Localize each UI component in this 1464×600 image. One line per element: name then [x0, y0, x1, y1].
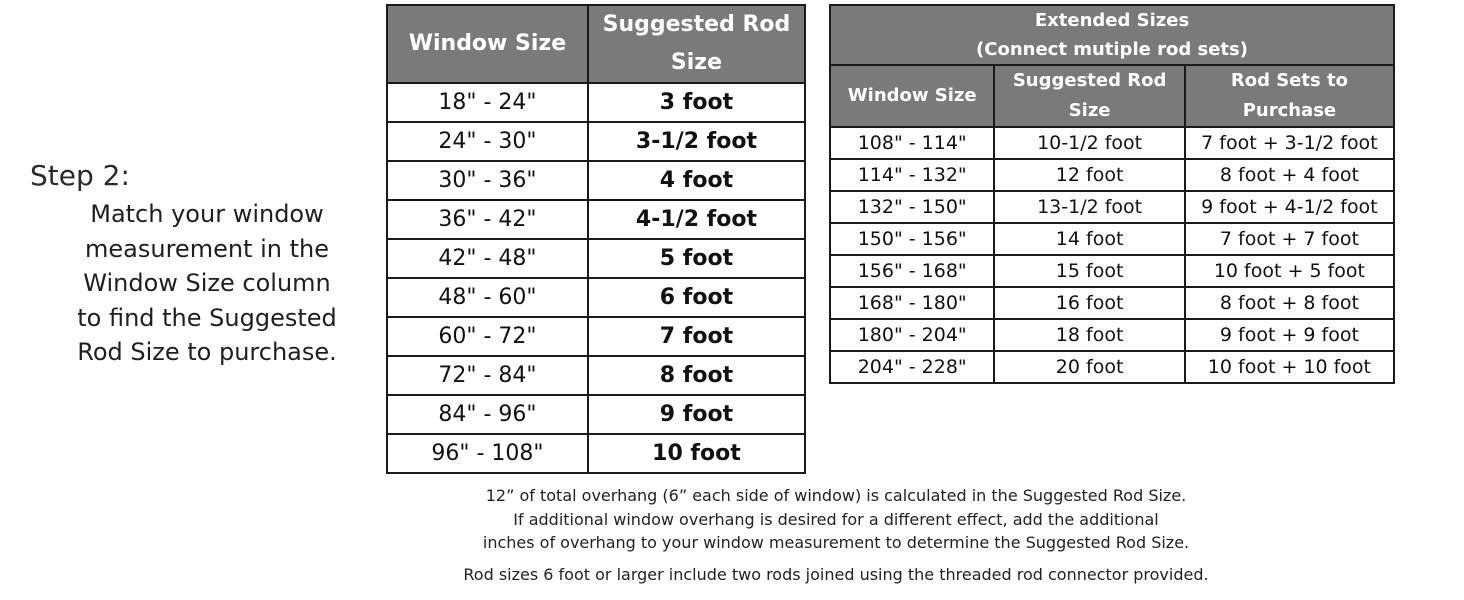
rod-size-cell: 15 foot	[994, 255, 1184, 287]
rod-size-cell: 4-1/2 foot	[588, 200, 805, 239]
table-row	[387, 161, 805, 200]
rod-size-cell: 12 foot	[994, 159, 1184, 191]
header-rod-sets: Rod Sets to Purchase	[1185, 65, 1394, 127]
rod-sets-cell: 8 foot + 4 foot	[1185, 159, 1394, 191]
window-size-cell: 114" - 132"	[830, 159, 994, 191]
table-row	[387, 200, 805, 239]
step-line: measurement in the	[85, 234, 329, 263]
extended-sizes-table	[829, 4, 1395, 384]
window-size-cell: 72" - 84"	[387, 356, 588, 395]
rod-size-cell: 8 foot	[588, 356, 805, 395]
table-row	[387, 395, 805, 434]
table-row	[830, 223, 1394, 255]
table-row	[830, 159, 1394, 191]
rod-size-cell: 9 foot	[588, 395, 805, 434]
rod-size-cell: 20 foot	[994, 351, 1184, 383]
step-description	[72, 197, 342, 370]
extended-subtitle-line: (Connect mutiple rod sets)	[976, 39, 1248, 60]
rod-size-cell: 5 foot	[588, 239, 805, 278]
rod-sets-cell: 9 foot + 9 foot	[1185, 319, 1394, 351]
table-row	[387, 239, 805, 278]
table-row	[387, 278, 805, 317]
step-line: Window Size column	[83, 269, 331, 297]
header-suggested-rod-size: Suggested Rod Size	[994, 65, 1184, 127]
rod-sets-cell: 9 foot + 4-1/2 foot	[1185, 191, 1394, 223]
window-size-cell: 168" - 180"	[830, 287, 994, 319]
header-suggested-rod-size: Suggested Rod Size	[588, 5, 805, 83]
window-size-cell: 84" - 96"	[387, 395, 588, 434]
rod-size-cell: 10-1/2 foot	[994, 127, 1184, 159]
rod-size-cell: 3 foot	[588, 83, 805, 122]
step-line: Match your window	[90, 200, 324, 228]
step-title: Step 2:	[30, 159, 130, 192]
rod-sets-cell: 8 foot + 8 foot	[1185, 287, 1394, 319]
table-row	[830, 319, 1394, 351]
window-size-cell: 18" - 24"	[387, 83, 588, 122]
extended-title-line: Extended Sizes	[1034, 10, 1190, 31]
extended-title-row	[830, 5, 1394, 65]
table-row	[387, 356, 805, 395]
note-line-connector: Rod sizes 6 foot or larger include two rods joined using the threaded rod connector provided.	[463, 564, 1209, 584]
window-size-cell: 30" - 36"	[387, 161, 588, 200]
window-size-cell: 108" - 114"	[830, 127, 994, 159]
rod-size-table	[386, 4, 806, 474]
window-size-cell: 156" - 168"	[830, 255, 994, 287]
rod-size-cell: 10 foot	[588, 434, 805, 473]
table-header-row	[830, 65, 1394, 127]
table-row	[387, 83, 805, 122]
rod-sets-cell: 10 foot + 5 foot	[1185, 255, 1394, 287]
rod-size-cell: 4 foot	[588, 161, 805, 200]
table-row	[830, 351, 1394, 383]
window-size-cell: 60" - 72"	[387, 317, 588, 356]
extended-sizes-title	[830, 5, 1394, 65]
rod-size-cell: 18 foot	[994, 319, 1184, 351]
rod-sets-cell: 7 foot + 3-1/2 foot	[1185, 127, 1394, 159]
window-size-cell: 36" - 42"	[387, 200, 588, 239]
rod-size-cell: 14 foot	[994, 223, 1184, 255]
table-row	[830, 287, 1394, 319]
window-size-cell: 48" - 60"	[387, 278, 588, 317]
table-row	[387, 317, 805, 356]
window-size-cell: 150" - 156"	[830, 223, 994, 255]
window-size-cell: 24" - 30"	[387, 122, 588, 161]
table-row	[830, 127, 1394, 159]
window-size-cell: 132" - 150"	[830, 191, 994, 223]
note-line: If additional window overhang is desired for a different effect, add the additional	[513, 509, 1159, 529]
window-size-cell: 204" - 228"	[830, 351, 994, 383]
rod-size-cell: 3-1/2 foot	[588, 122, 805, 161]
rod-size-cell: 6 foot	[588, 278, 805, 317]
rod-size-cell: 7 foot	[588, 317, 805, 356]
window-size-cell: 42" - 48"	[387, 239, 588, 278]
step-instructions	[30, 158, 360, 194]
window-size-cell: 180" - 204"	[830, 319, 994, 351]
table-header-row	[387, 5, 805, 83]
table-row	[830, 191, 1394, 223]
window-size-cell: 96" - 108"	[387, 434, 588, 473]
rod-size-cell: 13-1/2 foot	[994, 191, 1184, 223]
table-row	[387, 122, 805, 161]
header-window-size: Window Size	[387, 5, 588, 83]
table-row	[830, 255, 1394, 287]
table-row	[387, 434, 805, 473]
note-line: 12” of total overhang (6” each side of window) is calculated in the Suggested Rod Size.	[485, 486, 1187, 505]
rod-sets-cell: 10 foot + 10 foot	[1185, 351, 1394, 383]
header-window-size: Window Size	[830, 65, 994, 127]
step-line: to find the Suggested	[77, 303, 337, 332]
overhang-notes	[386, 484, 1286, 586]
step-line: Rod Size to purchase.	[77, 338, 337, 366]
rod-sets-cell: 7 foot + 7 foot	[1185, 223, 1394, 255]
rod-size-cell: 16 foot	[994, 287, 1184, 319]
note-line: inches of overhang to your window measurement to determine the Suggested Rod Size.	[482, 533, 1190, 552]
